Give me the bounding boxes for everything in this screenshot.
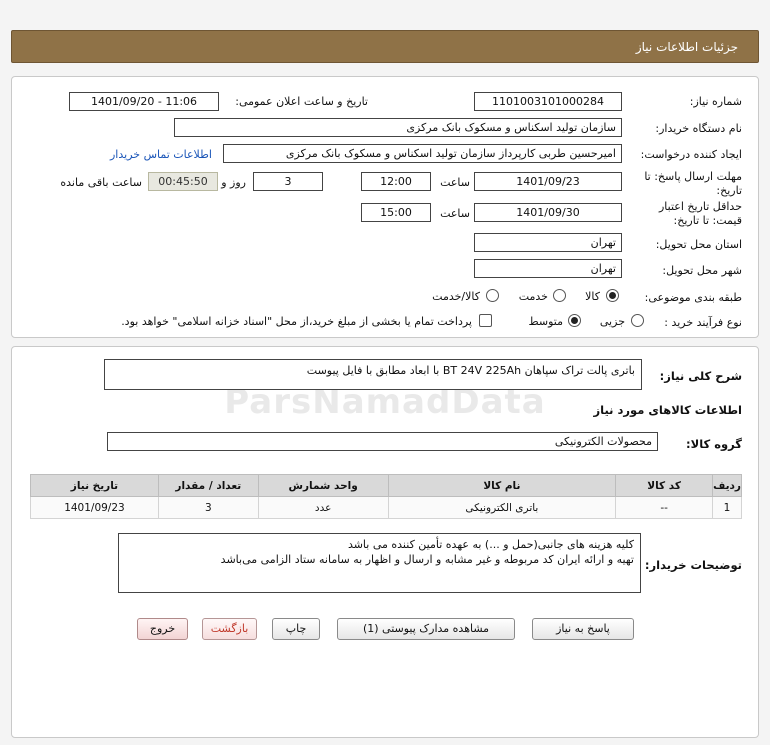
announce-field: 1401/09/20 - 11:06: [69, 92, 219, 111]
general-desc-box: باتری پالت تراک سپاهان BT 24V 225Ah با ابعاد مطابق با فایل پیوست: [104, 359, 642, 390]
requester-label: ایجاد کننده درخواست:: [640, 148, 742, 161]
cell-goods-code: --: [616, 497, 713, 519]
category-label: طبقه بندی موضوعی:: [644, 291, 742, 304]
category-service-radio[interactable]: [553, 289, 566, 302]
need-number-field: 1101003101000284: [474, 92, 622, 111]
table-header-row: [31, 475, 742, 497]
goods-group-label: گروه کالا:: [686, 437, 742, 451]
buyer-org-field: سازمان تولید اسکناس و مسکوک بانک مرکزی: [174, 118, 622, 137]
col-goods-name: نام کالا: [388, 475, 616, 497]
buyer-org-label: نام دستگاه خریدار:: [655, 122, 742, 135]
page-header: [11, 30, 759, 63]
category-goods-service-label: کالا/خدمت: [432, 290, 480, 303]
validity-time-field: 15:00: [361, 203, 431, 222]
exit-button[interactable]: خروج: [137, 618, 188, 640]
buyer-notes-box: [118, 533, 641, 593]
price-validity-label-2: قیمت: تا تاریخ:: [673, 214, 742, 227]
print-button[interactable]: چاپ: [272, 618, 320, 640]
validity-time-label: ساعت: [440, 207, 470, 220]
days-label: روز و: [221, 176, 246, 189]
cell-need-date: 1401/09/23: [31, 497, 159, 519]
cell-unit: عدد: [258, 497, 388, 519]
col-unit: واحد شمارش: [258, 475, 388, 497]
reply-deadline-label-2: تاریخ:: [716, 184, 742, 197]
cell-row-number: 1: [713, 497, 742, 519]
purchase-minor-radio[interactable]: [631, 314, 644, 327]
cell-goods-name: باتری الکترونیکی: [388, 497, 616, 519]
table-row: [31, 497, 742, 519]
category-service-label: خدمت: [518, 290, 548, 303]
price-validity-label: حداقل تاریخ اعتبار: [658, 200, 742, 213]
purchase-minor-label: جزیی: [599, 315, 625, 328]
delivery-province-field: تهران: [474, 233, 622, 252]
category-goods-label: کالا: [585, 290, 600, 303]
requester-field: امیرحسین طربی کارپرداز سازمان تولید اسکناس و مسکوک بانک مرکزی: [223, 144, 622, 163]
purchase-medium-label: متوسط: [528, 315, 563, 328]
col-need-date: تاریخ نیاز: [31, 475, 159, 497]
purchase-medium-radio[interactable]: [568, 314, 581, 327]
page-title: جزئیات اطلاعات نیاز: [635, 40, 738, 54]
buyer-notes-line-1: کلیه هزینه های جانبی(حمل و ...) به عهده تأمین کننده می باشد: [347, 538, 634, 551]
reply-time-field: 12:00: [361, 172, 431, 191]
delivery-city-field: تهران: [474, 259, 622, 278]
category-goods-service-radio[interactable]: [486, 289, 499, 302]
cell-quantity: 3: [158, 497, 258, 519]
reply-button[interactable]: پاسخ به نیاز: [532, 618, 634, 640]
announce-label: تاریخ و ساعت اعلان عمومی:: [235, 95, 368, 108]
col-goods-code: کد کالا: [616, 475, 713, 497]
need-number-label: شماره نیاز:: [689, 95, 742, 108]
treasury-checkbox[interactable]: [479, 314, 492, 327]
remaining-label: ساعت باقی مانده: [60, 176, 142, 189]
reply-deadline-label: مهلت ارسال پاسخ: تا: [644, 170, 742, 183]
col-quantity: تعداد / مقدار: [158, 475, 258, 497]
buyer-contact-link[interactable]: اطلاعات تماس خریدار: [110, 148, 212, 161]
buyer-notes-line-2: تهیه و ارائه ایران کد مربوطه و غیر مشابه و ارسال و اظهار به سامانه ستاد الزامی می‌باشد: [220, 553, 634, 566]
col-row-number: ردیف: [713, 475, 742, 497]
treasury-note: پرداخت تمام یا بخشی از مبلغ خرید،از محل "اسناد خزانه اسلامی" خواهد بود.: [121, 315, 472, 328]
buyer-notes-label: توضیحات خریدار:: [644, 558, 742, 572]
goods-group-field: محصولات الکترونیکی: [107, 432, 658, 451]
remaining-time-field: 00:45:50: [148, 172, 218, 191]
view-attachments-button[interactable]: مشاهده مدارک پیوستی (1): [337, 618, 515, 640]
goods-info-title: اطلاعات کالاهای مورد نیاز: [593, 403, 742, 417]
purchase-type-label: نوع فرآیند خرید :: [664, 316, 742, 329]
back-button[interactable]: بازگشت: [202, 618, 257, 640]
days-field: 3: [253, 172, 323, 191]
delivery-city-label: شهر محل تحویل:: [662, 264, 742, 277]
general-desc-label: شرح کلی نیاز:: [659, 369, 742, 383]
reply-time-label: ساعت: [440, 176, 470, 189]
goods-table: [30, 474, 742, 519]
validity-date-field: 1401/09/30: [474, 203, 622, 222]
delivery-province-label: استان محل تحویل:: [655, 238, 742, 251]
category-goods-radio[interactable]: [606, 289, 619, 302]
reply-date-field: 1401/09/23: [474, 172, 622, 191]
